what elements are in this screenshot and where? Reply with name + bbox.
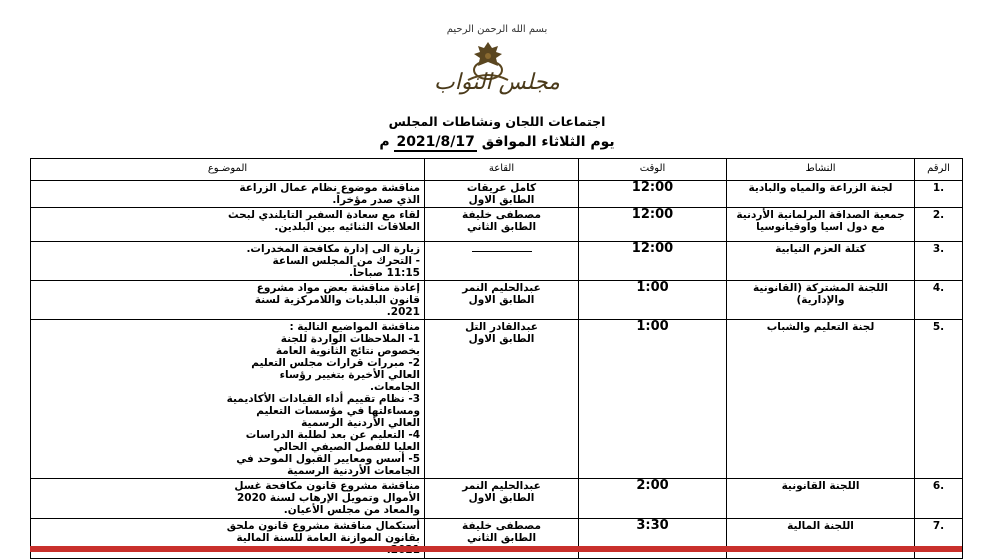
row-time: 12:00 [579,208,727,242]
room-line: الطابق الاول [468,294,535,306]
basmala: بسم الله الرحمن الرحيم [446,24,548,35]
subject-line: أستكمال مناقشة مشروع قانون ملحق [226,520,420,532]
row-activity: اللجنة القانونية [727,479,915,519]
row-room [425,320,579,479]
row-time: 12:00 [579,181,727,208]
row-time: 1:00 [579,320,727,479]
room-line: الطابق الثاني [466,532,537,544]
subject-line: الذي صدر مؤخراً. [332,194,420,206]
room-line: الطابق الاول [468,333,535,345]
subject-line: 5- أسس ومعايير القبول الموحد في [236,453,420,465]
subject-line: ومساءلتها في مؤسسات التعليم [256,405,420,417]
row-room [425,519,579,559]
row-time: 3:30 [579,519,727,559]
subject-line: مناقشة مشروع قانون مكافحة غسل [234,480,420,492]
row-subject [31,208,425,242]
subject-line: 4- التعليم عن بعد لطلبة الدراسات [245,429,420,441]
subject-line: العالي الأخيرة بتغيير رؤساء [279,369,420,381]
subject-line: 2- مبررات قرارات مجلس التعليم [251,357,420,369]
subject-line: بقانون الموازنة العامة للسنة المالية [236,532,420,544]
subject-line: الجامعات. [370,381,420,393]
row-number: .4 [915,281,963,320]
header-time: الوقت [579,159,727,181]
header-num: الرقم [915,159,963,181]
row-time: 2:00 [579,479,727,519]
empty-room-dash [472,251,532,252]
subject-line: إعادة مناقشة بعض مواد مشروع [256,282,420,294]
room-line: الطابق الثاني [466,221,537,233]
table-row [31,242,963,281]
table-header-row [31,159,963,181]
room-line: عبدالقادر التل [465,321,538,333]
row-room [425,208,579,242]
subject-line: العلاقات الثنائيه بين البلدين. [274,221,420,233]
row-time: 12:00 [579,242,727,281]
table-row [31,281,963,320]
subject-line: مناقشة المواضيع التالية : [289,321,420,333]
row-subject [31,519,425,559]
row-activity: لجنة التعليم والشباب [727,320,915,479]
header-activity: النشاط [727,159,915,181]
day-prefix: يوم الثلاثاء الموافق [481,134,615,150]
row-room [425,242,579,281]
subject-line: زيارة الى إدارة مكافحة المخدرات. [246,243,420,255]
subject-line: الأموال وتمويل الإرهاب لسنة 2020 [237,492,420,504]
table-row [31,181,963,208]
row-subject [31,320,425,479]
row-subject [31,242,425,281]
subject-line: 1- الملاحظات الواردة للجنة [280,333,420,345]
row-subject [31,281,425,320]
subject-line: 3- نظام تقييم أداء القيادات الأكاديمية [226,393,420,405]
room-line: الطابق الاول [468,194,535,206]
room-line: عبدالحليم النمر [462,282,541,294]
logo-text: مجلس النواب [434,70,560,95]
row-activity: لجنة الزراعة والمياه والبادية [727,181,915,208]
subject-line: العالي الأردنية الرسمية [301,417,420,429]
row-number: .3 [915,242,963,281]
table-row [31,208,963,242]
bottom-bar [30,546,962,552]
row-subject [31,479,425,519]
row-number: .1 [915,181,963,208]
date-suffix: م [379,134,390,150]
row-room [425,479,579,519]
row-activity: جمعية الصداقة البرلمانية الأردنية مع دول اسيا واوقيانوسيا [727,208,915,242]
room-line: كامل عريقات [466,182,537,194]
row-room [425,181,579,208]
header-room: القاعة [425,159,579,181]
subject-line: لقاء مع سعادة السفير التايلندي لبحث [227,209,420,221]
table-row [31,320,963,479]
room-line: الطابق الاول [468,492,535,504]
row-number: .6 [915,479,963,519]
room-line: عبدالحليم النمر [462,480,541,492]
subject-line: بخصوص نتائج الثانوية العامة [275,345,420,357]
row-subject [31,181,425,208]
subject-line: العليا للفصل الصيفي الحالي [273,441,420,453]
subject-line: - التحرك من المجلس الساعة [272,255,420,267]
table-row [31,519,963,559]
row-number: .2 [915,208,963,242]
subject-line: والمعاد من مجلس الأعيان. [283,504,420,516]
subject-line: 2021. [386,306,420,318]
subject-line: الجامعات الأردنية الرسمية [287,465,420,477]
room-line: مصطفى خليفة [462,520,541,532]
row-activity: اللجنة المشتركة (القانونية والإدارية) [727,281,915,320]
row-room [425,281,579,320]
row-activity: اللجنة المالية [727,519,915,559]
table-row [31,479,963,519]
room-line: مصطفى خليفة [462,209,541,221]
subject-line: مناقشة موضوع نظام عمال الزراعة [239,182,420,194]
date: 2021/8/17 [396,134,475,150]
row-activity: كتلة العزم النيابية [727,242,915,281]
page-date-line [0,134,994,150]
row-number: .7 [915,519,963,559]
subject-line: 11:15 صباحاً. [349,267,420,279]
schedule-table [30,158,963,559]
row-number: .5 [915,320,963,479]
page-subtitle: اجتماعات اللجان ونشاطات المجلس [388,114,606,129]
header-subject: الموضـوع [31,159,425,181]
row-time: 1:00 [579,281,727,320]
subject-line: قانون البلديات واللامركزية لسنة [254,294,420,306]
